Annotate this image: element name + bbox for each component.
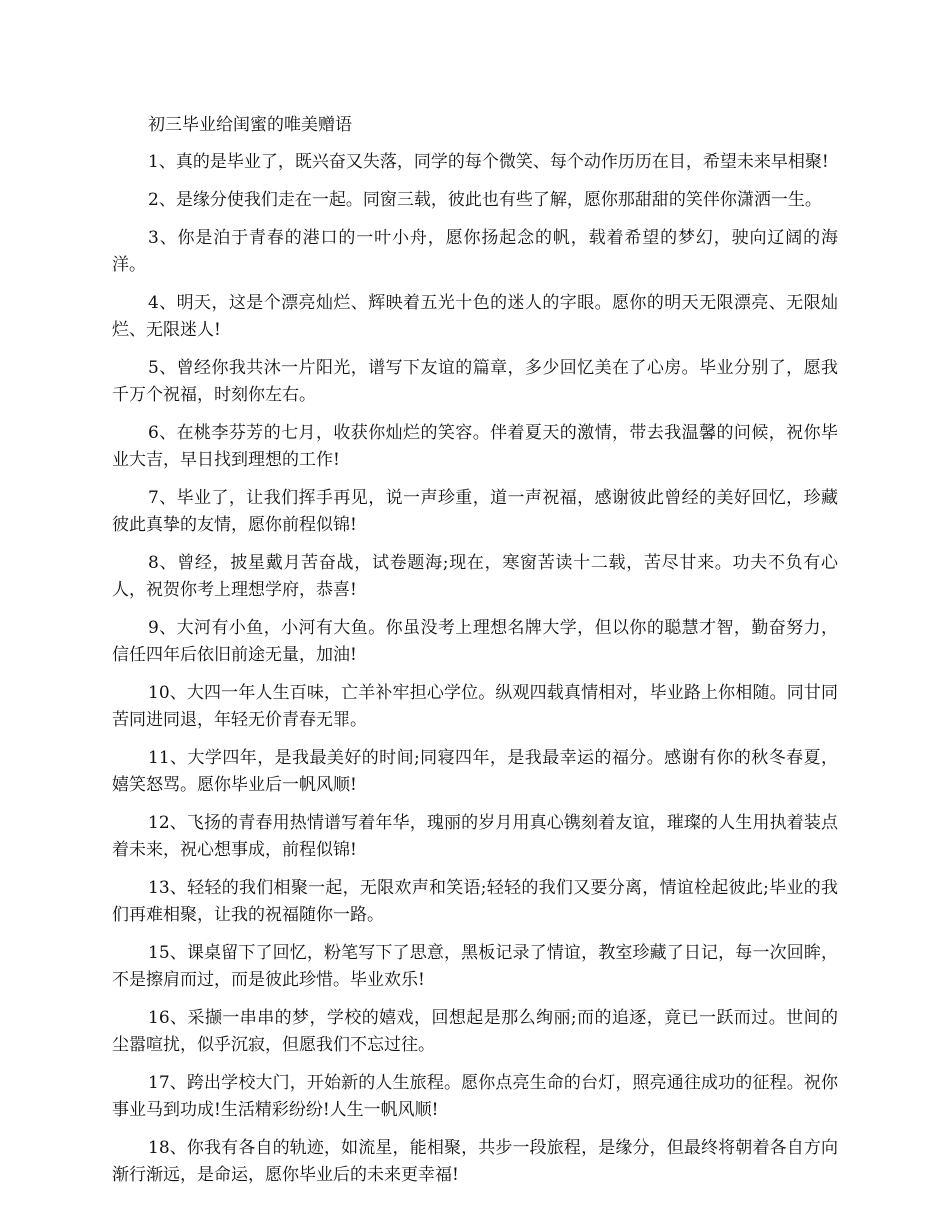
- paragraph-9: 9、大河有小鱼，小河有大鱼。你虽没考上理想名牌大学，但以你的聪慧才智，勤奋努力，信任四年后依旧前途无量，加油!: [112, 618, 838, 665]
- paragraph-8: 8、曾经，披星戴月苦奋战，试卷题海;现在，寒窗苦读十二载，苦尽甘来。功夫不负有心人，祝贺你考上理想学府，恭喜!: [112, 553, 838, 600]
- paragraph-12: 12、飞扬的青春用热情谱写着年华，瑰丽的岁月用真心镌刻着友谊，璀璨的人生用执着装点着未来，祝心想事成，前程似锦!: [112, 813, 838, 860]
- paragraph-4: 4、明天，这是个漂亮灿烂、辉映着五光十色的迷人的字眼。愿你的明天无限漂亮、无限灿烂、无限迷人!: [112, 293, 838, 340]
- paragraph-2: 2、是缘分使我们走在一起。同窗三载，彼此也有些了解，愿你那甜甜的笑伴你潇洒一生。: [148, 190, 822, 210]
- paragraph-10: 10、大四一年人生百味，亡羊补牢担心学位。纵观四载真情相对，毕业路上你相随。同甘同苦同进同退，年轻无价青春无罪。: [112, 683, 838, 730]
- paragraph-5: 5、曾经你我共沐一片阳光，谱写下友谊的篇章，多少回忆美在了心房。毕业分别了，愿我千万个祝福，时刻你左右。: [112, 358, 838, 405]
- paragraph-11: 11、大学四年，是我最美好的时间;同寝四年，是我最幸运的福分。感谢有你的秋冬春夏，嬉笑怒骂。愿你毕业后一帆风顺!: [112, 748, 838, 795]
- paragraph-7: 7、毕业了，让我们挥手再见，说一声珍重，道一声祝福，感谢彼此曾经的美好回忆，珍藏彼此真挚的友情，愿你前程似锦!: [112, 488, 838, 535]
- paragraph-1: 1、真的是毕业了，既兴奋又失落，同学的每个微笑、每个动作历历在目，希望未来早相聚!: [148, 152, 829, 172]
- paragraph-15: 15、课桌留下了回忆，粉笔写下了思意，黑板记录了情谊，教室珍藏了日记，每一次回眸，不是擦肩而过，而是彼此珍惜。毕业欢乐!: [112, 943, 838, 990]
- document-body: [112, 112, 838, 1200]
- paragraph-17: 17、跨出学校大门，开始新的人生旅程。愿你点亮生命的台灯，照亮通往成功的征程。祝你事业马到功成!生活精彩纷纷!人生一帆风顺!: [112, 1073, 838, 1120]
- paragraph-16: 16、采撷一串串的梦，学校的嬉戏，回想起是那么绚丽;而的追逐，竟已一跃而过。世间的尘嚣喧扰，似乎沉寂，但愿我们不忘过往。: [112, 1008, 838, 1055]
- paragraph-6: 6、在桃李芬芳的七月，收获你灿烂的笑容。伴着夏天的激情，带去我温馨的问候，祝你毕业大吉，早日找到理想的工作!: [112, 423, 838, 470]
- paragraph-3: 3、你是泊于青春的港口的一叶小舟，愿你扬起念的帆，载着希望的梦幻，驶向辽阔的海洋。: [112, 228, 838, 275]
- paragraph-18: 18、你我有各自的轨迹，如流星，能相聚，共步一段旅程，是缘分，但最终将朝着各自方向渐行渐远，是命运，愿你毕业后的未来更幸福!: [112, 1138, 838, 1185]
- paragraph-13: 13、轻轻的我们相聚一起，无限欢声和笑语;轻轻的我们又要分离，情谊栓起彼此;毕业的我们再难相聚，让我的祝福随你一路。: [112, 878, 838, 925]
- document-title: 初三毕业给闺蜜的唯美赠语: [148, 115, 352, 135]
